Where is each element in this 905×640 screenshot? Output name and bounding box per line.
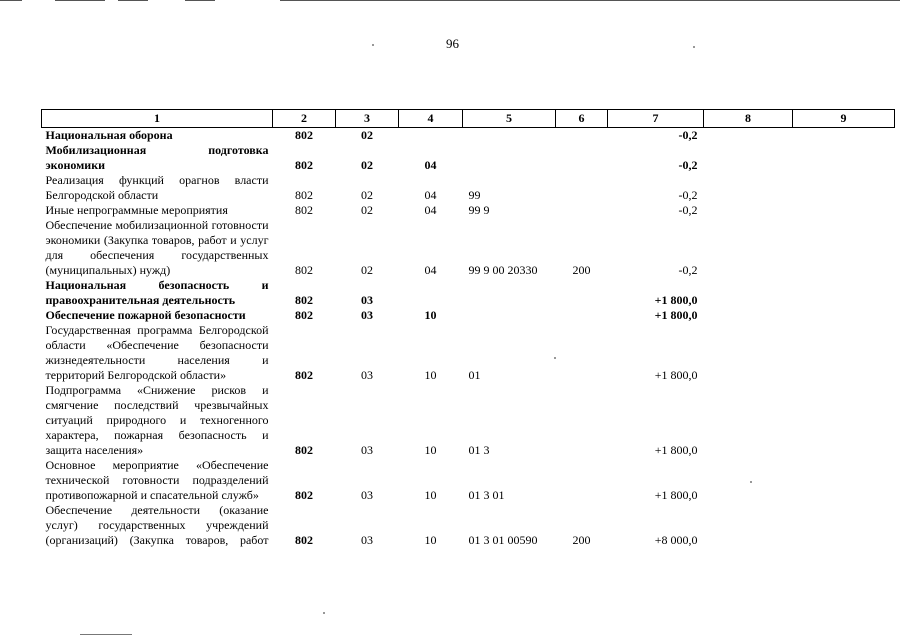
table-row <box>42 278 895 308</box>
cell-subsection-code: 10 <box>424 308 437 322</box>
cell-amount: +8 000,0 <box>654 533 698 547</box>
cell-col-9 <box>793 203 895 218</box>
bottom-rule <box>80 634 132 635</box>
cell-amount: +1 800,0 <box>654 368 698 382</box>
cell-amount: +1 800,0 <box>654 488 698 502</box>
header-col-3: 3 <box>336 110 399 128</box>
scan-speck <box>750 481 752 483</box>
header-col-2: 2 <box>273 110 336 128</box>
cell-section-code: 02 <box>361 263 373 277</box>
cell-expense-type <box>556 383 608 458</box>
cell-target-article: 01 3 <box>468 443 490 457</box>
cell-amount: +1 800,0 <box>654 308 698 322</box>
row-name: Обеспечение мобилизационной готовности экономики (Закупка товаров, работ и услуг для обеспечения государственных (муниципальных) нужд) <box>45 218 269 277</box>
scan-speck <box>323 612 325 614</box>
cell-col-8 <box>704 458 793 503</box>
row-name: Мобилизационная подготовка экономики <box>45 143 269 172</box>
scan-speck <box>693 46 695 48</box>
cell-subsection-code: 10 <box>424 533 437 547</box>
table-row <box>42 308 895 323</box>
cell-ministry-code: 802 <box>295 368 313 382</box>
row-name: Подпрограмма «Снижение рисков и смягчение последствий чрезвычайных ситуаций природного и техногенного характера, пожарная безопасность и защита населения» <box>45 383 269 457</box>
cell-col-8 <box>704 383 793 458</box>
cell-col-9 <box>793 323 895 383</box>
cell-target-article: 01 3 01 <box>468 488 505 502</box>
row-name: Иные непрограммные мероприятия <box>45 203 228 217</box>
cell-expense-type <box>556 128 608 144</box>
row-name: Национальная безопасность и правоохранительная деятельность <box>45 278 269 307</box>
header-col-7: 7 <box>608 110 704 128</box>
cell-subsection-code: 10 <box>424 443 437 457</box>
cell-amount: +1 800,0 <box>654 293 698 307</box>
cell-target-article: 99 <box>468 188 481 202</box>
cell-ministry-code: 802 <box>295 533 313 547</box>
cell-section-code: 03 <box>361 443 373 457</box>
table-row <box>42 323 895 383</box>
row-name: Основное мероприятие «Обеспечение технической готовности подразделений противопожарной и спасательной служб» <box>45 458 269 502</box>
cell-section-code: 02 <box>361 203 373 217</box>
cell-expense-type <box>556 323 608 383</box>
cell-target-article: 99 9 <box>468 203 490 217</box>
cell-subsection-code: 04 <box>424 158 437 172</box>
cell-target-article: 01 <box>468 368 481 382</box>
budget-table <box>41 109 895 548</box>
table-row <box>42 128 895 144</box>
cell-subsection-code <box>399 128 463 144</box>
cell-section-code: 03 <box>361 368 373 382</box>
cell-col-9 <box>793 173 895 203</box>
cell-subsection-code: 10 <box>424 488 437 502</box>
table-header-row <box>42 110 895 128</box>
cell-col-9 <box>793 308 895 323</box>
row-name: Обеспечение деятельности (оказание услуг) государственных учреждений (организаций) (Закупка товаров, работ <box>45 503 269 547</box>
cell-amount: -0,2 <box>678 128 698 142</box>
cell-col-8 <box>704 278 793 308</box>
cell-subsection-code: 04 <box>424 188 437 202</box>
table-row <box>42 458 895 503</box>
cell-ministry-code: 802 <box>295 443 313 457</box>
scan-speck <box>372 44 374 46</box>
cell-expense-type <box>556 308 608 323</box>
scan-speck <box>554 357 556 359</box>
cell-ministry-code: 802 <box>295 263 313 277</box>
table-row <box>42 218 895 278</box>
cell-target-article <box>463 278 556 308</box>
row-name: Реализация функций орагнов власти Белгородской области <box>45 173 269 202</box>
cell-col-9 <box>793 143 895 173</box>
page-number: 96 <box>446 36 459 51</box>
cell-target-article: 99 9 00 20330 <box>468 263 538 277</box>
cell-ministry-code: 802 <box>295 203 313 217</box>
cell-target-article <box>463 143 556 173</box>
cell-amount: +1 800,0 <box>654 443 698 457</box>
header-col-4: 4 <box>399 110 463 128</box>
cell-ministry-code: 802 <box>295 308 313 322</box>
cell-section-code: 03 <box>361 488 373 502</box>
header-col-8: 8 <box>704 110 793 128</box>
cell-target-article: 01 3 01 00590 <box>468 533 538 547</box>
cell-section-code: 03 <box>361 293 373 307</box>
cell-ministry-code: 802 <box>295 188 313 202</box>
cell-col-8 <box>704 503 793 548</box>
cell-expense-type <box>556 278 608 308</box>
cell-amount: -0,2 <box>678 263 698 277</box>
cell-col-9 <box>793 458 895 503</box>
cell-subsection-code: 04 <box>424 263 437 277</box>
cell-col-9 <box>793 278 895 308</box>
cell-ministry-code: 802 <box>295 488 313 502</box>
table-body <box>42 128 895 549</box>
cell-expense-type <box>556 203 608 218</box>
cell-col-8 <box>704 308 793 323</box>
cell-ministry-code: 802 <box>295 293 313 307</box>
cell-col-8 <box>704 128 793 144</box>
cell-section-code: 03 <box>361 533 373 547</box>
cell-expense-type: 200 <box>572 263 591 277</box>
top-rule <box>0 0 905 2</box>
cell-section-code: 02 <box>361 188 373 202</box>
cell-amount: -0,2 <box>678 203 698 217</box>
cell-section-code: 02 <box>361 158 373 172</box>
header-col-6: 6 <box>556 110 608 128</box>
cell-expense-type <box>556 173 608 203</box>
table-row <box>42 173 895 203</box>
cell-target-article <box>463 128 556 144</box>
cell-subsection-code <box>399 278 463 308</box>
header-col-9: 9 <box>793 110 895 128</box>
cell-expense-type <box>556 458 608 503</box>
table-row <box>42 383 895 458</box>
header-col-1: 1 <box>42 110 273 128</box>
cell-ministry-code: 802 <box>295 158 313 172</box>
cell-col-8 <box>704 143 793 173</box>
table-row <box>42 503 895 548</box>
cell-section-code: 02 <box>361 128 373 142</box>
table-row <box>42 203 895 218</box>
cell-col-8 <box>704 173 793 203</box>
cell-subsection-code: 10 <box>424 368 437 382</box>
cell-amount: -0,2 <box>678 188 698 202</box>
cell-target-article <box>463 308 556 323</box>
cell-col-9 <box>793 503 895 548</box>
row-name: Обеспечение пожарной безопасности <box>45 308 246 322</box>
row-name: Государственная программа Белгородской области «Обеспечение безопасности жизнедеятельности населения и территорий Белгородской области» <box>45 323 269 382</box>
cell-amount: -0,2 <box>678 158 698 172</box>
cell-ministry-code: 802 <box>295 128 313 142</box>
cell-expense-type: 200 <box>572 533 591 547</box>
cell-section-code: 03 <box>361 308 373 322</box>
cell-subsection-code: 04 <box>424 203 437 217</box>
cell-col-8 <box>704 323 793 383</box>
cell-col-8 <box>704 218 793 278</box>
cell-col-8 <box>704 203 793 218</box>
table-row <box>42 143 895 173</box>
cell-col-9 <box>793 383 895 458</box>
cell-col-9 <box>793 128 895 144</box>
row-name: Национальная оборона <box>45 128 173 142</box>
cell-col-9 <box>793 218 895 278</box>
cell-expense-type <box>556 143 608 173</box>
header-col-5: 5 <box>463 110 556 128</box>
